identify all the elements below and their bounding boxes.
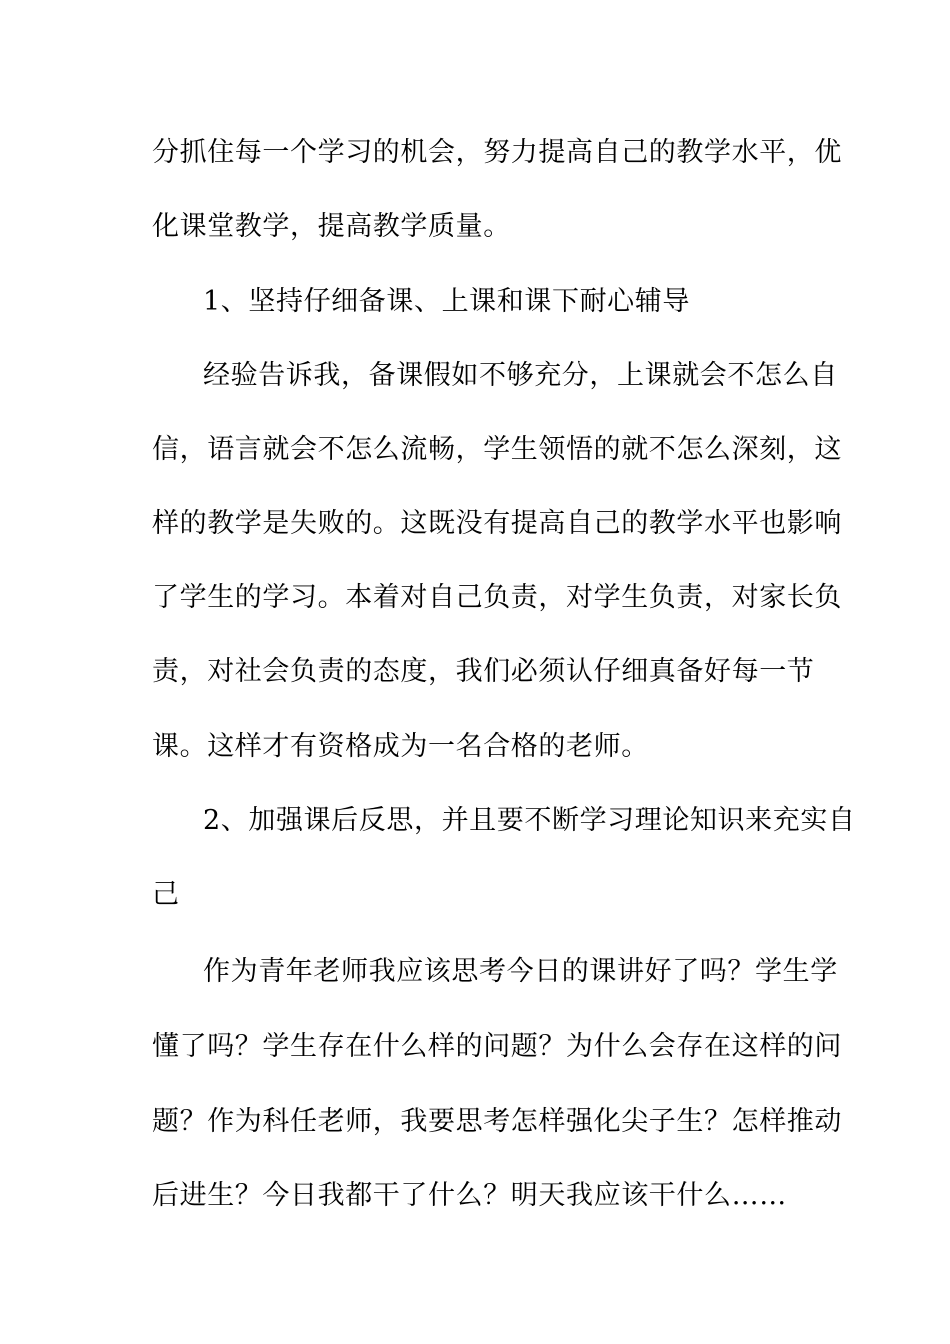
paragraph-line: 经验告诉我，备课假如不够充分，上课就会不怎么自 — [203, 360, 838, 391]
paragraph-line: 作为青年老师我应该思考今日的课讲好了吗？学生学 — [203, 956, 838, 987]
paragraph-line: 后进生？今日我都干了什么？明天我应该干什么…… — [152, 1180, 787, 1211]
paragraph-line: 懂了吗？学生存在什么样的问题？为什么会存在这样的问 — [152, 1031, 842, 1062]
paragraph-line: 题？作为科任老师，我要思考怎样强化尖子生？怎样推动 — [152, 1106, 842, 1137]
paragraph-line: 信，语言就会不怎么流畅，学生领悟的就不怎么深刻，这 — [152, 434, 842, 465]
paragraph-line: 责，对社会负责的态度，我们必须认仔细真备好每一节 — [152, 656, 815, 687]
section-heading: 1、坚持仔细备课、上课和课下耐心辅导 — [203, 286, 690, 317]
paragraph-line: 分抓住每一个学习的机会，努力提高自己的教学水平，优 — [152, 137, 842, 168]
paragraph-line: 课。这样才有资格成为一名合格的老师。 — [152, 731, 649, 762]
paragraph-line: 了学生的学习。本着对自己负责，对学生负责，对家长负 — [152, 582, 842, 613]
paragraph-line: 样的教学是失败的。这既没有提高自己的教学水平也影响 — [152, 508, 842, 539]
section-heading-continued: 己 — [152, 879, 180, 910]
paragraph-line: 化课堂教学，提高教学质量。 — [152, 211, 511, 242]
section-heading: 2、加强课后反思，并且要不断学习理论知识来充实自 — [203, 805, 856, 836]
